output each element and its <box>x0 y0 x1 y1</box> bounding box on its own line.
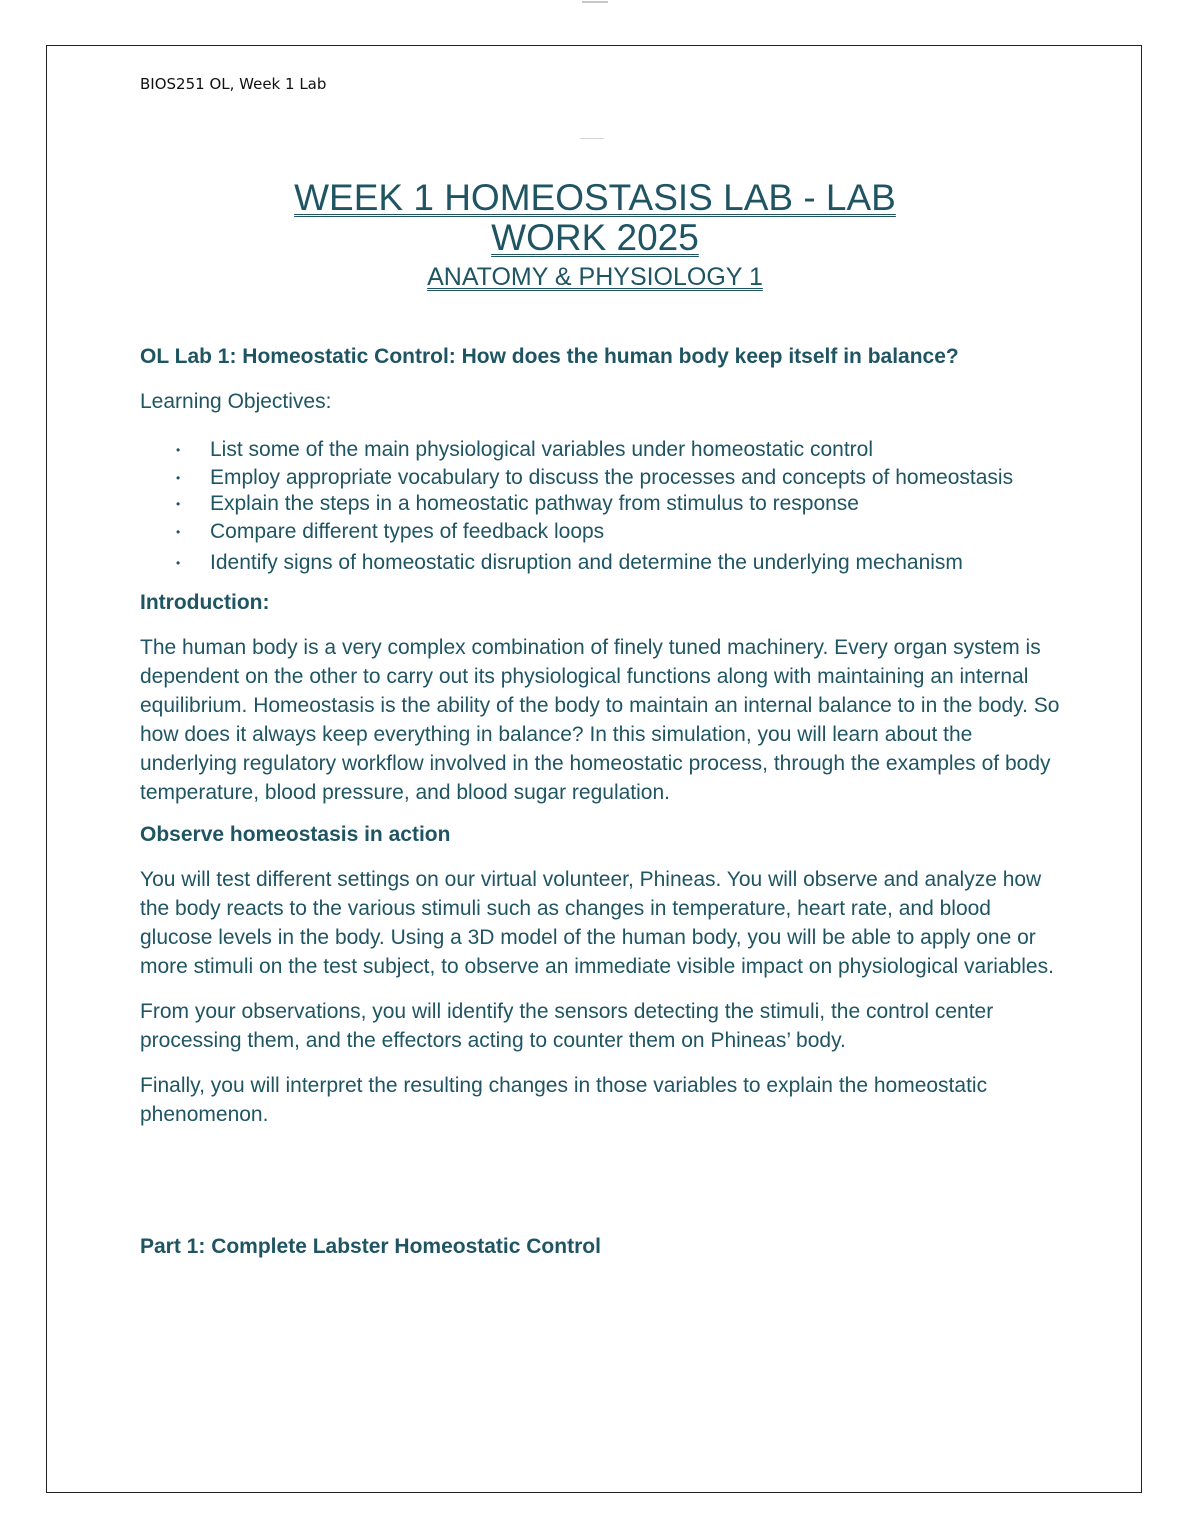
list-item <box>140 438 1060 462</box>
objective-text: List some of the main physiological variables under homeostatic control <box>210 438 874 461</box>
bullet-icon: • <box>176 497 181 511</box>
running-header: BIOS251 OL, Week 1 Lab <box>140 75 327 93</box>
doc-title-line-2: WORK 2025 <box>491 217 699 258</box>
introduction-paragraph: The human body is a very complex combination of finely tuned machinery. Every organ system is dependent on the other to carry out its physiological functions along with maintaining an internal equilibrium. Homeostasis is the ability of the body to maintain an internal balance to in the body. So how does it always keep everything in balance? In this simulation, you will learn about the underlying regulatory workflow involved in the homeostatic process, through the examples of body temperature, blood pressure, and blood sugar regulation. <box>140 636 1060 804</box>
bullet-icon: • <box>176 525 181 539</box>
bullet-icon: • <box>176 443 181 457</box>
list-item <box>140 520 1060 544</box>
doc-title-line-1: WEEK 1 HOMEOSTASIS LAB - LAB <box>294 177 896 218</box>
list-item <box>140 466 1060 490</box>
observe-paragraph-3: Finally, you will interpret the resulting changes in those variables to explain the homeostatic phenomenon. <box>140 1074 988 1126</box>
document-body <box>140 343 1060 1261</box>
lab-heading: OL Lab 1: Homeostatic Control: How does the human body keep itself in balance? <box>140 345 959 368</box>
observe-paragraph-2: From your observations, you will identify the sensors detecting the stimuli, the control center processing them, and the effectors acting to counter them on Phineas’ body. <box>140 1000 994 1052</box>
part1-heading: Part 1: Complete Labster Homeostatic Control <box>140 1235 601 1258</box>
introduction-heading: Introduction: <box>140 591 270 614</box>
observe-paragraph-1: You will test different settings on our virtual volunteer, Phineas. You will observe and analyze how the body reacts to the various stimuli such as changes in temperature, heart rate, and blood glucose levels in the body. Using a 3D model of the human body, you will be able to apply one or more stimuli on the test subject, to observe an immediate visible impact on physiological variables. <box>140 868 1054 978</box>
doc-subtitle: ANATOMY & PHYSIOLOGY 1 <box>427 263 763 291</box>
title-block <box>140 178 1050 292</box>
list-item <box>140 551 1060 575</box>
objectives-list <box>140 438 1060 575</box>
objective-text: Compare different types of feedback loops <box>210 520 605 543</box>
objective-text: Explain the steps in a homeostatic pathway from stimulus to response <box>210 492 859 515</box>
bullet-icon: • <box>176 471 181 485</box>
top-edge-mark <box>582 1 608 3</box>
objectives-label: Learning Objectives: <box>140 390 332 413</box>
faint-mark <box>580 138 604 139</box>
objective-text: Identify signs of homeostatic disruption and determine the underlying mechanism <box>210 551 963 574</box>
list-item <box>140 492 1060 516</box>
observe-heading: Observe homeostasis in action <box>140 823 451 846</box>
objective-text: Employ appropriate vocabulary to discuss the processes and concepts of homeostasis <box>210 466 1014 489</box>
bullet-icon: • <box>176 556 181 570</box>
